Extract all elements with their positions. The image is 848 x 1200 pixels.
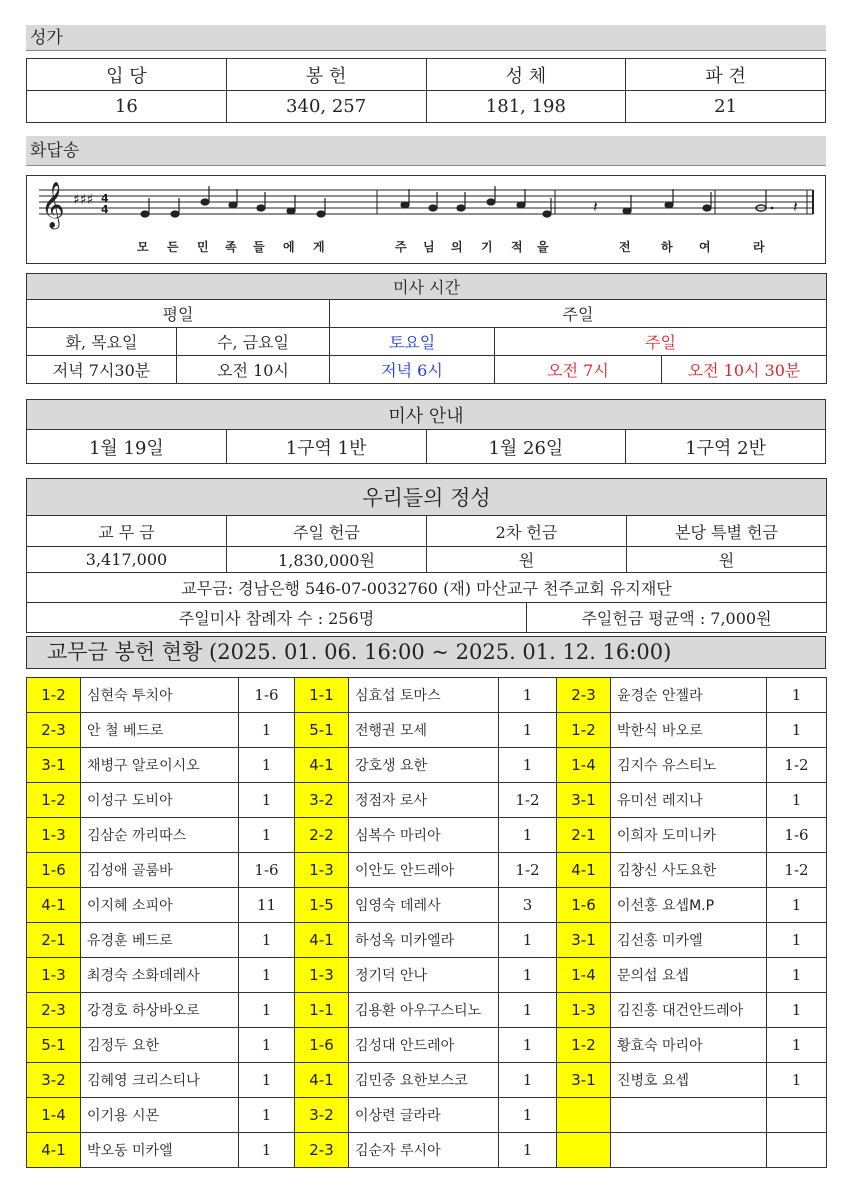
paid-months: 1 (239, 958, 295, 993)
paid-months: 1-6 (239, 853, 295, 888)
lyric-syllable: 민 (197, 240, 209, 254)
paid-months: 1 (767, 958, 827, 993)
svg-text:𝄞: 𝄞 (41, 182, 65, 228)
paid-months: 1 (239, 748, 295, 783)
member-name: 정점자 로사 (349, 783, 499, 818)
member-name: 심효섭 토마스 (349, 678, 499, 713)
district-code: 2-3 (27, 993, 81, 1028)
district-code: 1-1 (295, 678, 349, 713)
member-name: 박오동 미카엘 (81, 1133, 239, 1168)
member-name: 유경훈 베드로 (81, 923, 239, 958)
district-code: 2-2 (295, 818, 349, 853)
svg-text:𝄽: 𝄽 (593, 197, 598, 216)
table-row (27, 678, 827, 713)
sungga-header-communion: 성 체 (426, 59, 626, 91)
member-name: 김혜영 크리스티나 (81, 1063, 239, 1098)
offering-attendance: 주일미사 참례자 수 : 256명 (27, 603, 527, 633)
table-row (27, 923, 827, 958)
lyric-syllable: 라 (753, 240, 765, 254)
member-name: 김진홍 대건안드레아 (611, 993, 767, 1028)
member-name: 문의섭 요셉 (611, 958, 767, 993)
district-code: 1-6 (27, 853, 81, 888)
district-code: 5-1 (27, 1028, 81, 1063)
music-staff (27, 176, 825, 236)
offering-title: 우리들의 정성 (27, 479, 827, 516)
mass-time-sunday: 주일 (330, 300, 827, 328)
lyric-syllable: 여 (699, 240, 711, 254)
member-name: 이안도 안드레아 (349, 853, 499, 888)
table-row (27, 993, 827, 1028)
member-name: 하성옥 미카엘라 (349, 923, 499, 958)
mass-day-wed-fri: 수, 금요일 (177, 328, 330, 356)
member-name: 이선홍 요셉M.P (611, 888, 767, 923)
member-name: 심현숙 투치아 (81, 678, 239, 713)
district-code: 1-3 (557, 993, 611, 1028)
paid-months: 1-2 (499, 853, 557, 888)
paid-months: 1 (499, 713, 557, 748)
district-code: 2-1 (557, 818, 611, 853)
offering-value-special: 원 (627, 547, 827, 573)
sungga-header-entrance: 입 당 (27, 59, 227, 91)
mass-day-sun: 주일 (495, 328, 827, 356)
paid-months: 1 (499, 923, 557, 958)
member-name: 강경호 하상바오로 (81, 993, 239, 1028)
paid-months: 1 (767, 713, 827, 748)
district-code: 1-6 (295, 1028, 349, 1063)
district-code: 5-1 (295, 713, 349, 748)
member-name: 안 철 베드로 (81, 713, 239, 748)
paid-months: 1-6 (767, 818, 827, 853)
member-name: 박한식 바오로 (611, 713, 767, 748)
district-code: 3-2 (27, 1063, 81, 1098)
svg-text:4: 4 (101, 192, 109, 205)
district-code: 2-3 (295, 1133, 349, 1168)
paid-months: 1-2 (767, 748, 827, 783)
paid-months: 1 (767, 783, 827, 818)
member-name: 김지수 유스티노 (611, 748, 767, 783)
mass-time-tue-thu: 저녁 7시30분 (27, 356, 177, 384)
member-name: 진병호 요셉 (611, 1063, 767, 1098)
paid-months: 1-2 (499, 783, 557, 818)
district-code: 1-2 (27, 783, 81, 818)
paid-months: 1 (239, 1098, 295, 1133)
district-code: 3-1 (557, 783, 611, 818)
paid-months: 1 (499, 993, 557, 1028)
table-row (27, 1063, 827, 1098)
mass-time-sun-early: 오전 7시 (495, 356, 662, 384)
sungga-value-communion: 181, 198 (426, 91, 626, 123)
paid-months: 1 (767, 1028, 827, 1063)
sungga-header-dismissal: 파 견 (626, 59, 826, 91)
lyric-syllable: 주 (395, 240, 407, 254)
district-code: 1-4 (27, 1098, 81, 1133)
sungga-value-entrance: 16 (27, 91, 227, 123)
district-code (557, 1133, 611, 1168)
paid-months: 1 (499, 1028, 557, 1063)
offering-header-second: 2차 헌금 (427, 516, 627, 547)
district-code (557, 1098, 611, 1133)
district-code: 3-1 (557, 923, 611, 958)
table-row (27, 818, 827, 853)
district-code: 4-1 (295, 923, 349, 958)
svg-text:♯♯♯: ♯♯♯ (73, 192, 94, 208)
district-code: 3-2 (295, 783, 349, 818)
paid-months: 1 (767, 1063, 827, 1098)
lyric-syllable: 들 (253, 240, 265, 254)
lyric-syllable: 적 (511, 240, 523, 254)
member-name: 김선홍 미카엘 (611, 923, 767, 958)
offering-value-second: 원 (427, 547, 627, 573)
member-name: 김성대 안드레아 (349, 1028, 499, 1063)
district-code: 1-2 (557, 713, 611, 748)
mass-guide-date-1: 1월 19일 (27, 430, 227, 464)
member-name: 최경숙 소화데레사 (81, 958, 239, 993)
district-code: 1-4 (557, 958, 611, 993)
member-name: 이기용 시몬 (81, 1098, 239, 1133)
table-row (27, 713, 827, 748)
member-name: 심복수 마리아 (349, 818, 499, 853)
paid-months (767, 1098, 827, 1133)
sungga-value-offertory: 340, 257 (226, 91, 426, 123)
mass-guide-title: 미사 안내 (27, 400, 826, 430)
paid-months: 1 (239, 923, 295, 958)
paid-months: 11 (239, 888, 295, 923)
svg-text:4: 4 (101, 203, 109, 216)
member-name: 강호생 요한 (349, 748, 499, 783)
status-title: 교무금 봉헌 현황 (2025. 01. 06. 16:00 ~ 2025. 01. 12. 16:00) (26, 636, 826, 669)
table-row (27, 888, 827, 923)
district-code: 4-1 (557, 853, 611, 888)
lyric-syllable: 님 (423, 240, 435, 254)
offering-header-gyomu: 교 무 금 (27, 516, 227, 547)
district-code: 4-1 (27, 888, 81, 923)
offering-value-sunday: 1,830,000원 (227, 547, 427, 573)
member-name: 김정두 요한 (81, 1028, 239, 1063)
member-name: 김성애 골룸바 (81, 853, 239, 888)
sungga-header-offertory: 봉 헌 (226, 59, 426, 91)
district-code: 1-6 (557, 888, 611, 923)
district-code: 1-2 (27, 678, 81, 713)
member-name: 김민중 요한보스코 (349, 1063, 499, 1098)
paid-months: 1 (499, 818, 557, 853)
district-code: 2-1 (27, 923, 81, 958)
member-name: 채병구 알로이시오 (81, 748, 239, 783)
mass-time-wed-fri: 오전 10시 (177, 356, 330, 384)
paid-months: 1 (767, 923, 827, 958)
member-name: 김삼순 까리따스 (81, 818, 239, 853)
district-code: 4-1 (27, 1133, 81, 1168)
paid-months: 1 (239, 993, 295, 1028)
paid-months: 1 (499, 1098, 557, 1133)
member-name: 황효숙 마리아 (611, 1028, 767, 1063)
paid-months: 1 (239, 713, 295, 748)
offering-account: 교무금: 경남은행 546-07-0032760 (재) 마산교구 천주교회 유지재단 (27, 573, 827, 603)
member-name: 김창신 사도요한 (611, 853, 767, 888)
mass-day-sat: 토요일 (330, 328, 495, 356)
mass-day-tue-thu: 화, 목요일 (27, 328, 177, 356)
status-table (26, 677, 827, 1168)
paid-months: 1 (499, 958, 557, 993)
mass-guide-table (26, 399, 826, 464)
member-name: 이지혜 소피아 (81, 888, 239, 923)
paid-months: 1 (239, 818, 295, 853)
district-code: 1-4 (557, 748, 611, 783)
table-row (27, 958, 827, 993)
lyric-syllable: 하 (661, 240, 673, 254)
member-name: 유미선 레지나 (611, 783, 767, 818)
paid-months: 1-6 (239, 678, 295, 713)
district-code: 1-3 (295, 958, 349, 993)
lyric-syllable: 기 (481, 240, 493, 254)
response-title: 화답송 (26, 136, 826, 166)
offering-average: 주일헌금 평균액 : 7,000원 (527, 603, 827, 633)
member-name (611, 1133, 767, 1168)
sungga-title: 성가 (26, 25, 826, 51)
paid-months: 1 (767, 993, 827, 1028)
district-code: 4-1 (295, 1063, 349, 1098)
sungga-table (26, 58, 826, 123)
mass-guide-date-2: 1월 26일 (426, 430, 626, 464)
district-code: 1-2 (557, 1028, 611, 1063)
member-name: 김용환 아우구스티노 (349, 993, 499, 1028)
district-code: 1-3 (27, 958, 81, 993)
offering-value-gyomu: 3,417,000 (27, 547, 227, 573)
member-name (611, 1098, 767, 1133)
district-code: 3-1 (27, 748, 81, 783)
member-name: 전행권 모세 (349, 713, 499, 748)
svg-text:𝄽: 𝄽 (793, 197, 798, 216)
mass-guide-group-1: 1구역 1반 (226, 430, 426, 464)
sungga-value-dismissal: 21 (626, 91, 826, 123)
paid-months: 1 (499, 1063, 557, 1098)
district-code: 4-1 (295, 748, 349, 783)
member-name: 임영숙 데레사 (349, 888, 499, 923)
lyric-syllable: 족 (225, 240, 237, 254)
mass-guide-group-2: 1구역 2반 (626, 430, 826, 464)
paid-months: 3 (499, 888, 557, 923)
lyric-syllable: 든 (167, 240, 179, 254)
district-code: 3-2 (295, 1098, 349, 1133)
district-code: 2-3 (557, 678, 611, 713)
lyric-syllable: 을 (537, 240, 549, 254)
lyric-syllable: 전 (619, 240, 631, 254)
paid-months: 1 (767, 888, 827, 923)
paid-months: 1 (767, 678, 827, 713)
mass-time-weekday: 평일 (27, 300, 330, 328)
member-name: 김순자 루시아 (349, 1133, 499, 1168)
table-row (27, 748, 827, 783)
lyric-syllable: 게 (313, 240, 325, 254)
paid-months: 1 (239, 1028, 295, 1063)
member-name: 이성구 도비아 (81, 783, 239, 818)
paid-months: 1-2 (767, 853, 827, 888)
mass-time-title: 미사 시간 (27, 274, 827, 300)
mass-time-sun-late: 오전 10시 30분 (662, 356, 827, 384)
district-code: 1-5 (295, 888, 349, 923)
offering-header-sunday: 주일 헌금 (227, 516, 427, 547)
member-name: 윤경순 안젤라 (611, 678, 767, 713)
table-row (27, 1028, 827, 1063)
district-code: 3-1 (557, 1063, 611, 1098)
table-row (27, 853, 827, 888)
lyric-syllable: 의 (451, 240, 463, 254)
district-code: 1-3 (295, 853, 349, 888)
response-score (26, 175, 826, 264)
member-name: 이상련 글라라 (349, 1098, 499, 1133)
table-row (27, 783, 827, 818)
paid-months: 1 (239, 783, 295, 818)
paid-months: 1 (499, 1133, 557, 1168)
paid-months: 1 (499, 748, 557, 783)
lyric-syllable: 모 (137, 240, 149, 254)
mass-time-sat: 저녁 6시 (330, 356, 495, 384)
lyric-syllable: 에 (283, 240, 295, 254)
table-row (27, 1133, 827, 1168)
mass-time-table (26, 273, 827, 384)
offering-table (26, 478, 827, 633)
paid-months (767, 1133, 827, 1168)
district-code: 2-3 (27, 713, 81, 748)
member-name: 이희자 도미니카 (611, 818, 767, 853)
paid-months: 1 (239, 1063, 295, 1098)
district-code: 1-3 (27, 818, 81, 853)
paid-months: 1 (499, 678, 557, 713)
district-code: 1-1 (295, 993, 349, 1028)
member-name: 정기덕 안나 (349, 958, 499, 993)
offering-header-special: 본당 특별 헌금 (627, 516, 827, 547)
paid-months: 1 (239, 1133, 295, 1168)
table-row (27, 1098, 827, 1133)
